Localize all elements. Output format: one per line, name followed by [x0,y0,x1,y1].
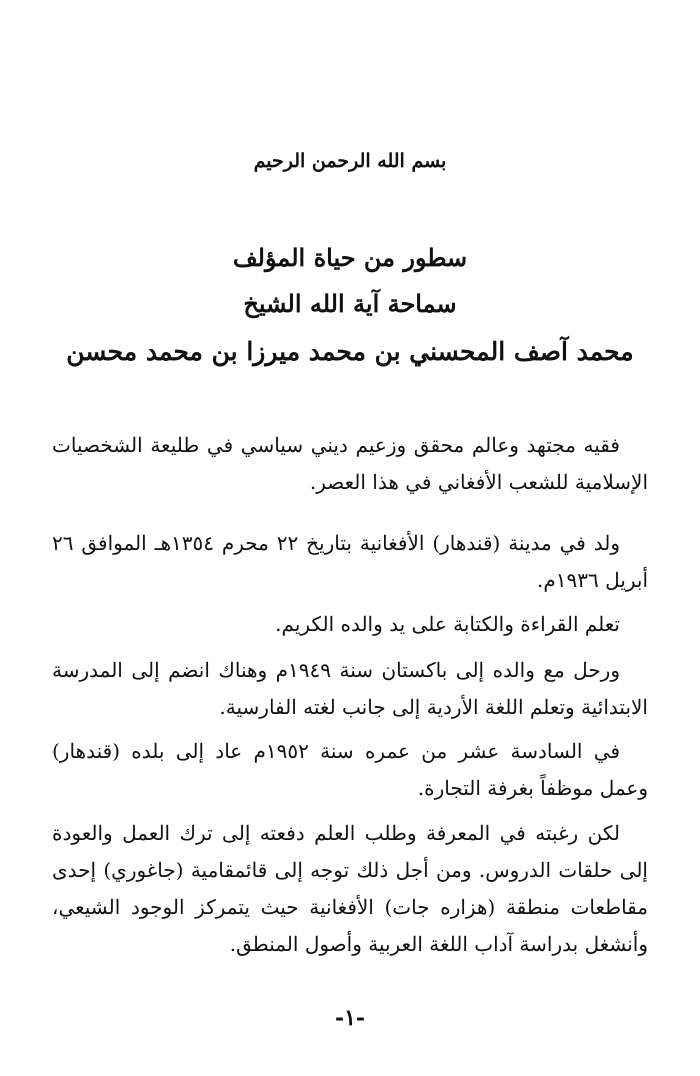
page-number: -١- [334,1005,366,1031]
title-line-1: سطور من حياة المؤلف [232,243,468,272]
paragraph-3: تعلم القراءة والكتابة على يد والده الكريم. [275,612,620,636]
title-line-2: سماحة آية الله الشيخ [243,289,457,318]
paragraph-1: فقيه مجتهد وعالم محقق وزعيم ديني سياسي في طليعة الشخصيات الإسلامية للشعب الأفغاني في هذا العصر. [52,433,648,494]
basmala-heading: بسم الله الرحمن الرحيم [253,150,447,172]
title-line-3: محمد آصف المحسني بن محمد ميرزا بن محمد محسن [66,337,634,366]
paragraph-4: ورحل مع والده إلى باكستان سنة ١٩٤٩م وهناك انضم إلى المدرسة الابتدائية وتعلم اللغة الأردية إلى جانب لغته الفارسية. [52,658,648,719]
paragraph-6: لكن رغبته في المعرفة وطلب العلم دفعته إلى ترك العمل والعودة إلى حلقات الدروس. ومن أجل ذلك توجه إلى قائمقامية (جاغوري) إحدى مقاطعات منطقة (هزاره جات) الأفغانية حيث يتمركز الوجود الشيعي، وأنشغل بدراسة آداب اللغة العربية وأصول المنطق. [52,821,648,956]
paragraph-5: في السادسة عشر من عمره سنة ١٩٥٢م عاد إلى بلده (قندهار) وعمل موظفاً بغرفة التجارة. [52,739,648,800]
paragraph-2: ولد في مدينة (قندهار) الأفغانية بتاريخ ٢٢ محرم ١٣٥٤هـ الموافق ٢٦ أبريل ١٩٣٦م. [52,531,648,592]
